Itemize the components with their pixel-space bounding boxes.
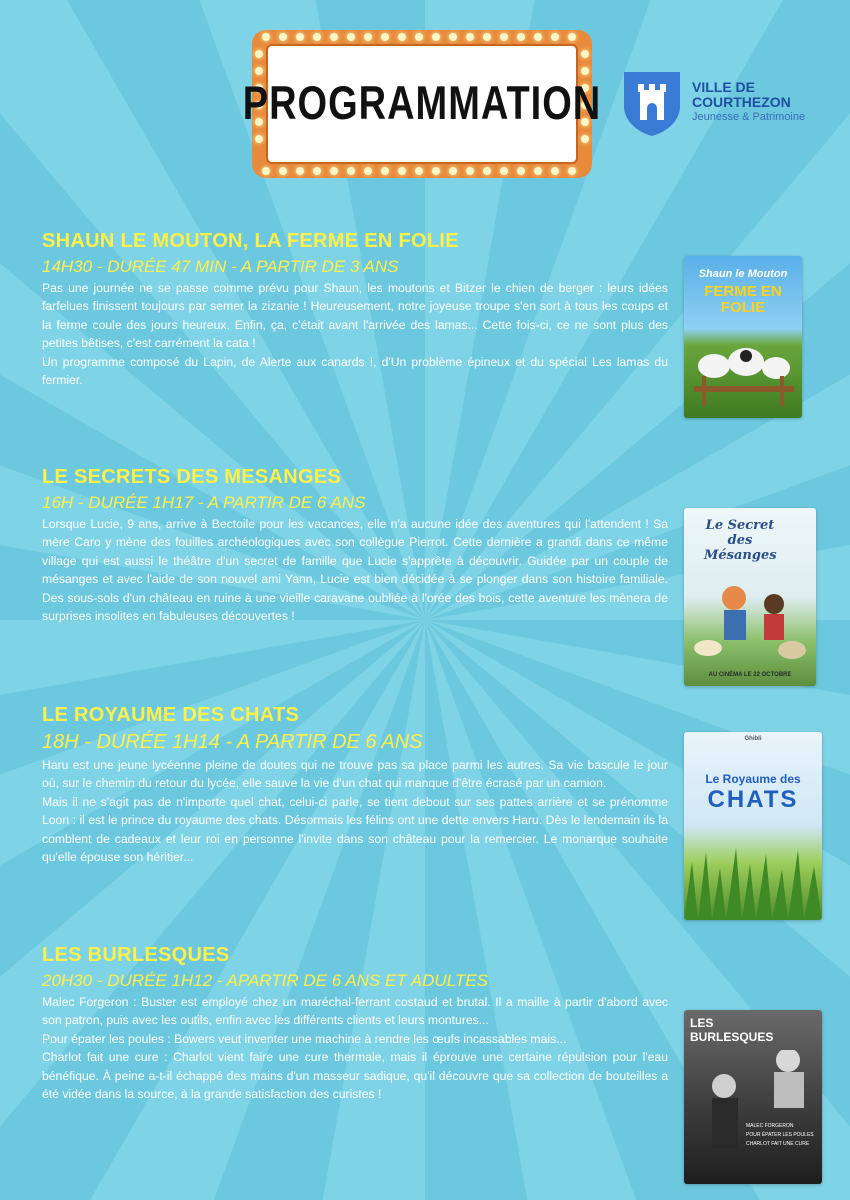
marquee-bulb <box>255 67 263 75</box>
movie-title: LES BURLESQUES <box>42 944 230 966</box>
marquee-bulb <box>255 135 263 143</box>
poster-title: Shaun le Mouton <box>698 268 788 280</box>
marquee-bulb <box>415 167 423 175</box>
movie-meta: 20H30 - DURÉE 1H12 - APARTIR DE 6 ANS ET ADULTES <box>42 971 488 990</box>
marquee-bulb <box>255 50 263 58</box>
movie-description: Haru est une jeune lycéenne pleine de doutes qui ne trouve pas sa place parmi les autres. Sa vie bascule le jour où, sur le chemin du retour du lycée, elle sauve la vie d'un chat qui manque d'être écrasé par un camion. <box>42 758 668 791</box>
poster-subtitle: CHATS <box>707 786 799 813</box>
movie-section-mesanges <box>42 466 668 625</box>
marquee-bulb <box>581 50 589 58</box>
marquee-bulb <box>534 167 542 175</box>
marquee-bulb <box>415 33 423 41</box>
marquee-bulb <box>279 33 287 41</box>
marquee-bulb <box>313 167 321 175</box>
marquee-bulb <box>432 167 440 175</box>
movie-section-burlesques <box>42 944 668 1103</box>
movie-title: LE SECRETS DES MESANGES <box>42 466 342 488</box>
marquee-bulb <box>517 33 525 41</box>
movie-meta: 16H - DURÉE 1H17 - A PARTIR DE 6 ANS <box>42 493 366 512</box>
marquee-bulb <box>330 167 338 175</box>
movie-section-chats <box>42 704 668 866</box>
poster-studio: Ghibli <box>744 736 762 742</box>
movie-description-extra: Mais il ne s'agit pas de n'importe quel chat, celui-ci parle, se tient debout sur ses pattes arrière et se prénomme Loon : il est le prince du royaume des chats. Désormais les félins ont une dette envers Haru. Dès le lendemain ils la comblent de cadeaux et leur roi en personne l'invite dans son château pour la remercier. Le monarque souhaite qu'elle épouse son héritier... <box>42 794 668 865</box>
movie-section-shaun <box>42 230 668 389</box>
page-title: PROGRAMMATION <box>242 77 602 130</box>
marquee-bulb <box>568 33 576 41</box>
marquee-bulb <box>364 33 372 41</box>
movie-description-extra-2: Charlot fait une cure : Charlot vient faire une cure thermale, mais il éprouve une certaine répulsion pour l'eau bénéfique. À peine a-t-il échappé des mains d'un masseur sadique, qu'il découvre que sa collection de bouteilles a été vidée dans la source, à la grande satisfaction des curistes ! <box>42 1050 668 1102</box>
marquee-bulb <box>483 33 491 41</box>
movie-meta: 14H30 - DURÉE 47 MIN - A PARTIR DE 3 ANS <box>42 257 399 276</box>
movie-title: SHAUN LE MOUTON, LA FERME EN FOLIE <box>42 230 459 252</box>
marquee-bulb <box>517 167 525 175</box>
poster-title: Le Royaume des <box>705 772 801 786</box>
marquee-panel <box>242 44 602 164</box>
marquee-bulb <box>432 33 440 41</box>
town-logo <box>620 68 820 140</box>
marquee-bulb <box>347 167 355 175</box>
poster-film-line: MALEC FORGERON <box>746 1123 794 1129</box>
poster-title: LES BURLESQUES <box>690 1016 774 1044</box>
marquee-bulb <box>262 33 270 41</box>
movie-meta: 18H - DURÉE 1H14 - A PARTIR DE 6 ANS <box>42 731 423 753</box>
marquee-bulb <box>381 167 389 175</box>
logo-line-3: Jeunesse & Patrimoine <box>692 111 806 123</box>
marquee-bulb <box>466 167 474 175</box>
movie-description-extra: Pour épater les poules : Bowers veut inventer une machine à rendre les œufs incassables mais... <box>42 1031 567 1046</box>
marquee-bulb <box>347 33 355 41</box>
castle-tower-icon <box>620 68 684 138</box>
marquee-bulb <box>483 167 491 175</box>
marquee-bulb <box>398 33 406 41</box>
marquee-bulb <box>262 167 270 175</box>
movie-description: Lorsque Lucie, 9 ans, arrive à Bectoile pour les vacances, elle n'a aucune idée des aventures qui l'attendent ! Sa mère Caro y mène des fouilles archéologiques avec son collègue Pierrot. Cette dernière a grandi dans ce même village qui est aussi le théâtre d'un secret de famille que Lucie s'apprête à découvrir. Guidée par un couple de mésanges et avec l'aide de son nouvel ami Yann, Lucie est bien décidée à se plonger dans son histoire familiale. Des sous-sols d'un château en ruine à une vieille caravane oubliée à l'orée des bois, cette aventure les mènera de surprises insolites en fabuleuses découvertes ! <box>42 517 668 624</box>
marquee-bulb <box>296 33 304 41</box>
marquee-bulb <box>296 167 304 175</box>
marquee-bulb <box>551 33 559 41</box>
poster-film-line: POUR ÉPATER LES POULES <box>746 1132 814 1138</box>
marquee-bulb <box>466 33 474 41</box>
marquee-bulb <box>381 33 389 41</box>
marquee-bulb <box>500 33 508 41</box>
logo-line-1: VILLE DE <box>692 79 756 95</box>
marquee-bulb <box>581 67 589 75</box>
marquee-bulb <box>279 167 287 175</box>
marquee-bulb <box>581 135 589 143</box>
poster-photo-illustration <box>684 1050 822 1184</box>
movie-description: Pas une journée ne se passe comme prévu pour Shaun, les moutons et Bitzer le chien de berger : leurs idées farfelues finissent toujours par semer la zizanie ! Heureusement, notre joyeuse troupe s'en sort à tous les coups et la ferme coule des jours heureux. Enfin, ça, c'était avant l'arrivée des lamas... Cette fois-ci, ce ne sont plus des petites bêtises, c'est carrément la cata ! <box>42 281 668 351</box>
marquee-bulb <box>330 33 338 41</box>
poster-burlesques <box>684 1010 822 1184</box>
poster-sheep-illustration <box>684 326 802 418</box>
marquee-bulb <box>364 167 372 175</box>
marquee-bulb <box>568 167 576 175</box>
poster-film-line: CHARLOT FAIT UNE CURE <box>746 1141 810 1147</box>
poster-grass-illustration <box>684 842 822 920</box>
marquee-bulb <box>398 167 406 175</box>
movie-description-extra: Un programme composé du Lapin, de Alerte aux canards !, d'Un problème épineux et du spécial Les lamas du fermier. <box>42 354 668 388</box>
movie-title: LE ROYAUME DES CHATS <box>42 704 300 726</box>
marquee-sign <box>242 30 602 178</box>
marquee-bulb <box>449 33 457 41</box>
marquee-bulb <box>500 167 508 175</box>
poster-footer: AU CINÉMA LE 22 OCTOBRE <box>708 672 792 678</box>
marquee-bulb <box>551 167 559 175</box>
marquee-bulb <box>534 33 542 41</box>
poster-title: Le Secret des Mésanges <box>704 518 777 563</box>
marquee-bulb <box>313 33 321 41</box>
poster-film-list <box>746 1122 818 1149</box>
movie-description: Malec Forgeron : Buster est employé chez un maréchal-ferrant costaud et brutal. Il a maille à partir d'abord avec son patron, puis avec les outils, enfin avec les différents clients et leurs montures... <box>42 995 668 1028</box>
marquee-bulb <box>449 167 457 175</box>
poster-shaun <box>684 256 802 418</box>
poster-mesanges <box>684 508 816 686</box>
logo-line-2: COURTHEZON <box>692 94 791 110</box>
poster-subtitle: FERME EN FOLIE <box>704 283 782 316</box>
poster-kids-illustration <box>684 568 816 668</box>
poster-chats <box>684 732 822 920</box>
